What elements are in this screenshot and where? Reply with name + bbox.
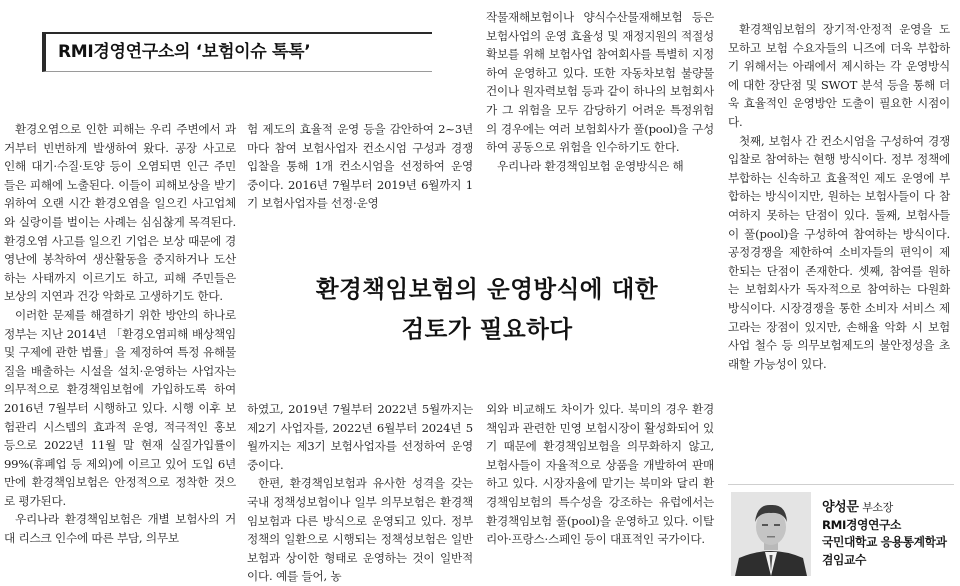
paragraph: 한편, 환경책임보험과 유사한 성격을 갖는 국내 정책성보험이나 일부 의무보험은 환경책임보험과 다른 방식으로 운영되고 있다. 정부 정책의 일환으로 시행되는 정책성보험은 일반보험과 상이한 형태로 운영하는 것이 일반적이다. 예를 들어, 농: [247, 476, 473, 584]
author-rank: 부소장: [862, 501, 893, 514]
headline-line-2: 검토가 필요하다: [401, 314, 573, 343]
paragraph: 작물재해보험이나 양식수산물재해보험 등은 보험사업의 운영 효율성 및 재정지원의 적절성 확보를 위해 보험사업 참여회사를 특별히 지정하여 운영하고 있다. 또한 자동차보험 불량물건이나 원자력보험 등과 같이 하나의 보험회사가 그 위험을 모두 감당하기 어려운 특정위험의 경우에는 여러 보험회사가 풀(pool)을 구성하여 공동으로 위험을 인수하기도 한다.: [486, 10, 714, 155]
column-kicker: RMI경영연구소의 ‘보험이슈 톡톡’: [42, 32, 432, 72]
photo-divider: [728, 484, 954, 485]
author-portrait-icon: [731, 492, 811, 576]
column-2-top: [247, 120, 473, 213]
column-4: [728, 20, 950, 373]
column-3-bottom: [486, 400, 714, 549]
headline-line-1: 환경책임보험의 운영방식에 대한: [315, 274, 659, 303]
column-3-top: [486, 8, 714, 175]
article-headline: [252, 269, 722, 349]
paragraph: 첫째, 보험사 간 컨소시엄을 구성하여 경쟁입찰로 참여하는 현행 방식이다. 정부 정책에 부합하는 신속하고 효율적인 제도 운영에 부합하는 방식이지만, 원하는 보험사들이 다 참여하지 못하는 단점이 있다. 둘째, 보험사들이 풀(pool)을 구성하여 참여하는 방식이다. 공정경쟁을 제한하여 소비자들의 편익이 제한되는 단점이 존재한다. 셋째, 참여를 원하는 보험회사가 독자적으로 참여하는 다원화 방식이다. 시장경쟁을 통한 소비자 서비스 제고라는 장점이 있지만, 손해율 악화 시 보험사업 철수 등 의무보험제도의 불안정성을 초래할 가능성이 있다.: [728, 133, 950, 371]
column-2-bottom: [247, 400, 473, 586]
paragraph: 환경오염으로 인한 피해는 우리 주변에서 과거부터 빈번하게 발생하여 왔다. 공장 사고로 인해 대기·수질·토양 등이 오염되면 인근 주민들은 피해에 노출된다. 이들이 피해보상을 받기 위하여 오랜 시간 환경오염을 일으킨 사고업체와 실랑이를 벌이는 사례는 심심찮게 목격된다. 환경오염 사고를 일으킨 기업은 보상 때문에 경영난에 봉착하여 생산활동을 중지하거나 도산하는 사태까지 이르기도 하고, 피해 주민들은 보상의 지연과 건강 악화로 고생하기도 한다.: [4, 122, 236, 304]
paragraph: 우리나라 환경책임보험은 개별 보험사의 거대 리스크 인수에 따른 부담, 의무보: [4, 512, 236, 546]
author-photo: [731, 492, 811, 576]
author-affiliation-title: 겸임교수: [822, 552, 866, 567]
paragraph: 험 제도의 효율적 운영 등을 감안하여 2~3년마다 참여 보험사업자 컨소시엄 구성과 경쟁입찰을 통해 1개 컨소시엄을 선정하여 운영 중이다. 2016년 7월부터 2019년 6월까지 1기 보험사업자를 선정·운영: [247, 122, 473, 211]
paragraph: 환경책임보험의 장기적·안정적 운영을 도모하고 보험 수요자들의 니즈에 더욱 부합하기 위해서는 아래에서 제시하는 각 운영방식에 대한 장단점 및 SWOT 분석 등을 통해 더욱 효율적인 운영방안 도출이 필요한 시점이다.: [728, 22, 950, 129]
paragraph: 외와 비교해도 차이가 있다. 북미의 경우 환경책임과 관련한 민영 보험시장이 활성화되어 있기 때문에 환경책임보험을 의무화하지 않고, 보험사들이 자율적으로 상품을 개발하여 판매하고 있다. 시장자율에 맡기는 북미와 달리 환경책임보험의 특수성을 강조하는 유럽에서는 환경책임보험 풀(pool)을 운영하고 있다. 이탈리아·프랑스·스페인 등이 대표적인 국가이다.: [486, 402, 714, 547]
column-1: [4, 120, 236, 548]
author-organization: RMI경영연구소: [822, 517, 901, 532]
paragraph: 우리나라 환경책임보험 운영방식은 해: [497, 158, 684, 173]
author-affiliation: 국민대학교 응용통계학과: [822, 535, 947, 549]
paragraph: 하였고, 2019년 7월부터 2022년 5월까지는 제2기 사업자를, 2022년 6월부터 2024년 5월까지는 제3기 보험사업자를 선정하여 운영 중이다.: [247, 402, 473, 472]
paragraph: 이러한 문제를 해결하기 위한 방안의 하나로 정부는 지난 2014년 「환경오염피해 배상책임 및 구제에 관한 법률」을 제정하여 특정 유해물질을 배출하는 시설을 설치·운영하는 사업자는 의무적으로 환경책임보험에 가입하도록 하여 2016년 7월부터 시행하고 있다. 시행 이후 보험관리 시스템의 효과적 운영, 적극적인 홍보 등으로 2022년 11월 말 현재 실질가입률이 99%(휴폐업 등 제외)에 이르고 있어 도입 6년 만에 환경책임보험은 안정적으로 정착한 것으로 평가된다.: [4, 307, 236, 508]
author-name: 양성문: [822, 500, 859, 515]
author-name-line: [822, 499, 960, 517]
author-byline: [822, 499, 960, 569]
